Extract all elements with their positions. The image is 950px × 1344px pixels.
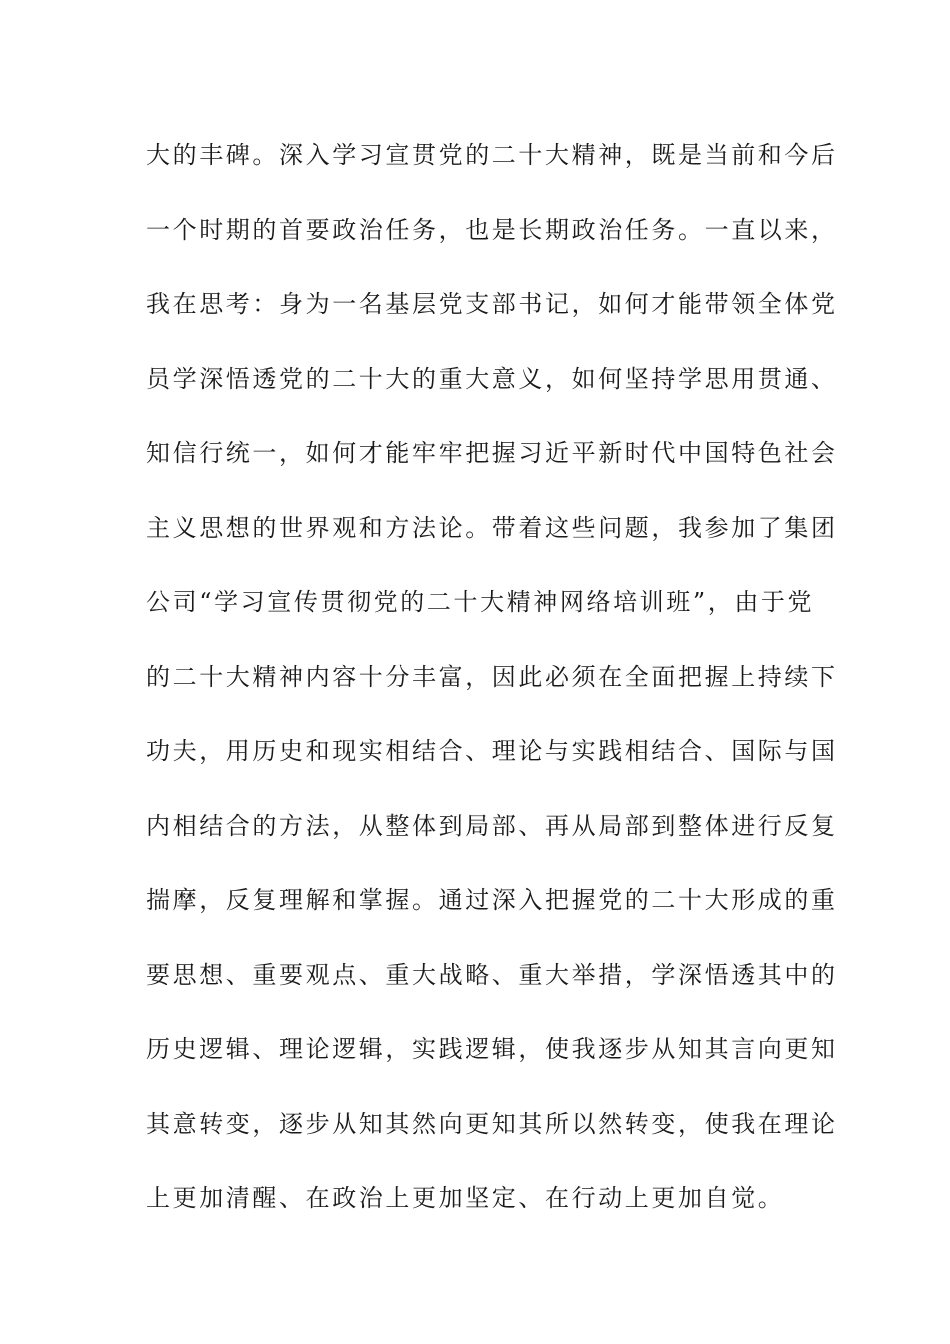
- body-paragraph: [146, 124, 846, 1242]
- text-line: 其意转变，逐步从知其然向更知其所以然转变，使我在理论: [146, 1109, 838, 1138]
- text-line: 知信行统一，如何才能牢牢把握习近平新时代中国特色社会: [146, 439, 838, 467]
- text-line: 历史逻辑、理论逻辑，实践逻辑，使我逐步从知其言向更知: [146, 1035, 838, 1063]
- text-line: 员学深悟透党的二十大的重大意义，如何坚持学思用贯通、: [146, 364, 838, 393]
- text-line: 揣摩，反复理解和掌握。通过深入把握党的二十大形成的重: [146, 886, 838, 914]
- text-line: 功夫，用历史和现实相结合、理论与实践相结合、国际与国: [146, 737, 838, 765]
- text-line: 主义思想的世界观和方法论。带着这些问题，我参加了集团: [146, 513, 838, 542]
- text-line: 一个时期的首要政治任务，也是长期政治任务。一直以来，: [146, 215, 838, 244]
- text-line: 上更加清醒、在政治上更加坚定、在行动上更加自觉。: [146, 1184, 785, 1212]
- text-line: 内相结合的方法，从整体到局部、再从局部到整体进行反复: [146, 811, 838, 840]
- text-line: 我在思考：身为一名基层党支部书记，如何才能带领全体党: [146, 290, 838, 318]
- text-line: 要思想、重要观点、重大战略、重大举措，学深悟透其中的: [146, 960, 838, 989]
- text-line: 的二十大精神内容十分丰富，因此必须在全面把握上持续下: [146, 662, 838, 691]
- text-line: 公司“学习宣传贯彻党的二十大精神网络培训班”，由于党: [146, 588, 815, 616]
- text-line: 大的丰碑。深入学习宣贯党的二十大精神，既是当前和今后: [146, 141, 838, 169]
